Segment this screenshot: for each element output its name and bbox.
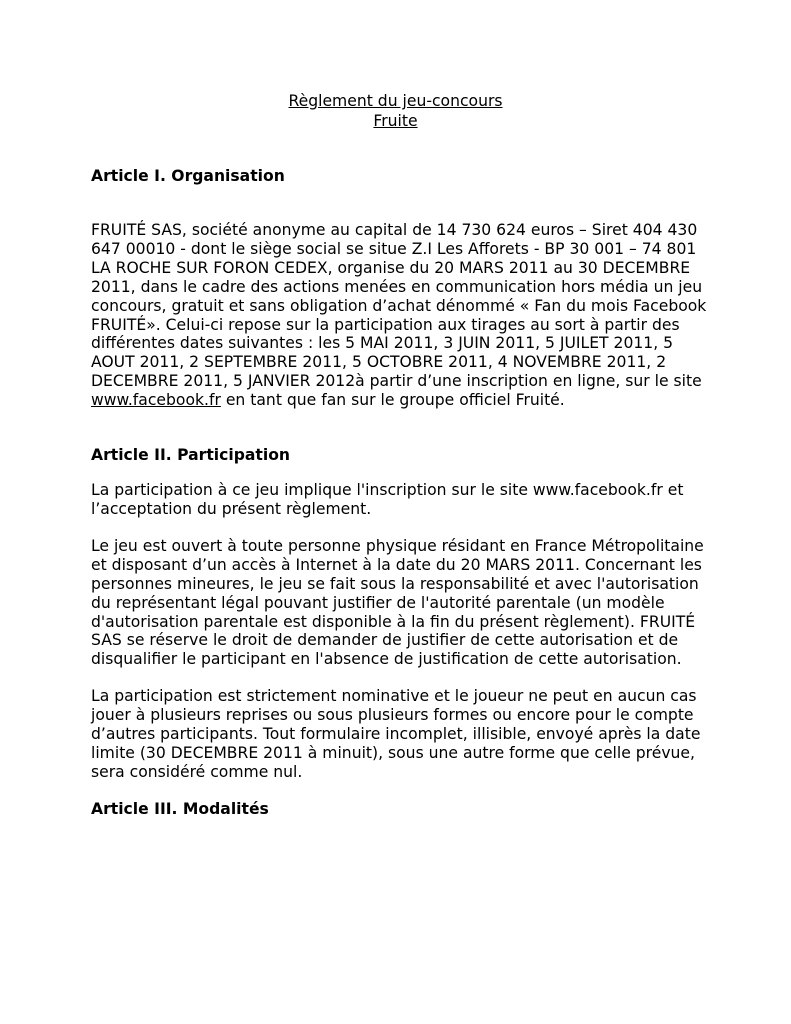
article-2-paragraph-1: La participation à ce jeu implique l'inscription sur le site www.facebook.fr et l’acceptation du présent règlement. (91, 481, 684, 518)
article-2-heading: Article II. Participation (91, 446, 291, 465)
title-line-2: Fruite (373, 112, 418, 130)
facebook-link[interactable]: www.facebook.fr (91, 391, 221, 410)
article-2-paragraph-3: La participation est strictement nominative et le joueur ne peut en aucun cas jouer à plusieurs reprises ou sous plusieurs formes ou encore pour le compte d’autres participants. Tout formulaire incomplet, illisible, envoyé après la date limite (30 DECEMBRE 2011 à minuit), sous une autre forme que celle prévue, sera considéré comme nul. (91, 687, 701, 781)
article-1-text-after-link: en tant que fan sur le groupe officiel Fruité. (220, 391, 565, 410)
article-1-text-before-link: FRUITÉ SAS, société anonyme au capital de 14 730 624 euros – Siret 404 430 647 00010 - dont le siège social se situe Z.I Les Afforets - BP 30 001 – 74 801 LA ROCHE SUR FORON CEDEX, organise du 20 MARS 2011 au 30 DECEMBRE 2011, dans le cadre des actions menées en communication hors média un jeu concours, gratuit et sans obligation d’achat dénommé « Fan du mois Facebook FRUITÉ». Celui-ci repose sur la participation aux tirages au sort à partir des différentes dates suivantes : les 5 MAI 2011, 3 JUIN 2011, 5 JUILET 2011, 5 AOUT 2011, 2 SEPTEMBRE 2011, 5 OCTOBRE 2011, 4 NOVEMBRE 2011, 2 DECEMBRE 2011, 5 JANVIER 2012à partir d’une inscription en ligne, sur le site (91, 221, 707, 391)
title-line-1: Règlement du jeu-concours (288, 92, 503, 110)
article-1-paragraph (91, 221, 711, 410)
document-body (91, 166, 711, 819)
article-1-heading: Article I. Organisation (91, 167, 285, 185)
article-2-paragraph-2: Le jeu est ouvert à toute personne physique résidant en France Métropolitaine et disposant d’un accès à Internet à la date du 20 MARS 2011. Concernant les personnes mineures, le jeu se fait sous la responsabilité et avec l'autorisation du représentant légal pouvant justifier de l'autorité parentale (un modèle d'autorisation parentale est disponible à la fin du présent règlement). FRUITÉ SAS se réserve le droit de demander de justifier de cette autorisation et de disqualifier le participant en l'absence de justification de cette autorisation. (91, 536, 704, 669)
document-title (0, 91, 791, 131)
article-3-heading: Article III. Modalités (91, 799, 269, 818)
